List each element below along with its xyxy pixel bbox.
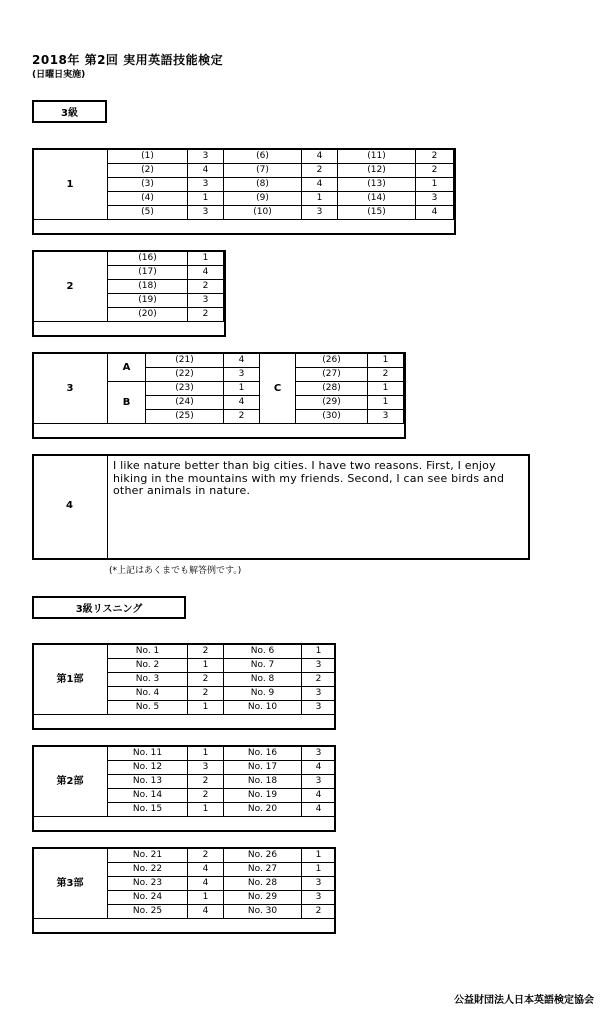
question-number: No. 19 [224, 789, 302, 803]
question-number: (9) [224, 192, 302, 206]
question-number: No. 11 [108, 747, 188, 761]
q1-section-number: 1 [33, 150, 108, 220]
answer-value: 4 [188, 877, 224, 891]
answer-value: 2 [224, 410, 260, 424]
question-number: No. 27 [224, 863, 302, 877]
q3-section-number: 3 [33, 354, 108, 424]
answer-value: 4 [188, 905, 224, 919]
question-number: No. 1 [108, 645, 188, 659]
answer-value: 1 [368, 396, 404, 410]
q4-section-number: 4 [66, 500, 73, 511]
answer-value: 2 [302, 164, 338, 178]
q2-table [32, 251, 224, 322]
question-number: (12) [338, 164, 416, 178]
question-number: No. 24 [108, 891, 188, 905]
answer-value: 1 [188, 747, 224, 761]
question-number: (29) [296, 396, 368, 410]
question-number: (20) [108, 308, 188, 322]
q2-row [33, 252, 224, 266]
question-number: (10) [224, 206, 302, 220]
answer-value: 3 [416, 192, 454, 206]
question-number: No. 26 [224, 849, 302, 863]
listening-row [33, 849, 336, 863]
answer-value: 3 [302, 701, 336, 715]
answer-value: 2 [416, 164, 454, 178]
question-number: (13) [338, 178, 416, 192]
listening-part1-table [32, 644, 336, 715]
answer-value: 3 [302, 747, 336, 761]
answer-value: 3 [302, 687, 336, 701]
q3-group-c: C [260, 354, 296, 424]
question-number: (11) [338, 150, 416, 164]
answer-value: 4 [188, 266, 224, 280]
answer-value: 1 [224, 382, 260, 396]
question-number: (15) [338, 206, 416, 220]
question-number: No. 6 [224, 645, 302, 659]
q1-table [32, 149, 454, 220]
listening-part-label: 第2部 [33, 747, 108, 817]
answer-value: 3 [188, 150, 224, 164]
question-number: (25) [146, 410, 224, 424]
answer-value: 2 [188, 687, 224, 701]
answer-value: 4 [302, 150, 338, 164]
question-number: (6) [224, 150, 302, 164]
q3-group-a: A [108, 354, 146, 382]
answer-value: 2 [188, 775, 224, 789]
question-number: No. 15 [108, 803, 188, 817]
question-number: (14) [338, 192, 416, 206]
answer-value: 1 [368, 382, 404, 396]
question-number: (23) [146, 382, 224, 396]
answer-value: 2 [302, 673, 336, 687]
q1-row [33, 150, 454, 164]
question-number: (8) [224, 178, 302, 192]
question-number: No. 8 [224, 673, 302, 687]
page-title: 2018年 第2回 実用英語技能検定 [32, 53, 224, 67]
answer-value: 2 [188, 308, 224, 322]
answer-value: 3 [302, 891, 336, 905]
question-number: No. 4 [108, 687, 188, 701]
q4-essay-answer: I like nature better than big cities. I have two reasons. First, I enjoy hiking in the mountains with my friends. Second, I can see birds and other animals in nature. [113, 459, 505, 497]
answer-value: 4 [416, 206, 454, 220]
question-number: (17) [108, 266, 188, 280]
answer-value: 1 [188, 891, 224, 905]
question-number: No. 21 [108, 849, 188, 863]
q4-note: (*上記はあくまでも解答例です。) [109, 566, 242, 576]
answer-value: 3 [302, 206, 338, 220]
question-number: (30) [296, 410, 368, 424]
q4-divider [107, 456, 108, 558]
question-number: (28) [296, 382, 368, 396]
question-number: (18) [108, 280, 188, 294]
answer-value: 2 [302, 905, 336, 919]
answer-value: 1 [416, 178, 454, 192]
q3-table [32, 353, 404, 424]
question-number: No. 7 [224, 659, 302, 673]
question-number: No. 13 [108, 775, 188, 789]
question-number: (5) [108, 206, 188, 220]
answer-value: 3 [224, 368, 260, 382]
question-number: No. 29 [224, 891, 302, 905]
question-number: No. 16 [224, 747, 302, 761]
answer-value: 3 [188, 206, 224, 220]
question-number: (19) [108, 294, 188, 308]
answer-value: 2 [188, 849, 224, 863]
answer-value: 4 [188, 164, 224, 178]
answer-value: 4 [302, 761, 336, 775]
question-number: (22) [146, 368, 224, 382]
question-number: No. 10 [224, 701, 302, 715]
question-number: No. 12 [108, 761, 188, 775]
question-number: (2) [108, 164, 188, 178]
answer-value: 3 [302, 775, 336, 789]
question-number: (7) [224, 164, 302, 178]
question-number: (1) [108, 150, 188, 164]
answer-value: 3 [368, 410, 404, 424]
listening-part-label: 第1部 [33, 645, 108, 715]
question-number: No. 22 [108, 863, 188, 877]
question-number: No. 23 [108, 877, 188, 891]
listening-row [33, 747, 336, 761]
answer-value: 3 [302, 877, 336, 891]
answer-value: 1 [368, 354, 404, 368]
listening-section-label: 3級リスニング [32, 596, 186, 619]
question-number: No. 17 [224, 761, 302, 775]
question-number: (27) [296, 368, 368, 382]
answer-value: 2 [416, 150, 454, 164]
question-number: No. 5 [108, 701, 188, 715]
question-number: No. 9 [224, 687, 302, 701]
answer-value: 2 [188, 673, 224, 687]
question-number: (26) [296, 354, 368, 368]
answer-value: 4 [302, 789, 336, 803]
answer-value: 3 [188, 761, 224, 775]
listening-part3-table [32, 848, 336, 919]
answer-value: 1 [188, 701, 224, 715]
answer-value: 2 [368, 368, 404, 382]
question-number: (24) [146, 396, 224, 410]
question-number: No. 25 [108, 905, 188, 919]
question-number: No. 3 [108, 673, 188, 687]
answer-value: 3 [188, 178, 224, 192]
answer-value: 4 [224, 396, 260, 410]
question-number: (3) [108, 178, 188, 192]
answer-value: 4 [302, 803, 336, 817]
answer-value: 1 [302, 863, 336, 877]
question-number: (4) [108, 192, 188, 206]
answer-value: 1 [302, 645, 336, 659]
answer-value: 1 [302, 849, 336, 863]
answer-value: 1 [188, 659, 224, 673]
question-number: No. 30 [224, 905, 302, 919]
listening-row [33, 645, 336, 659]
listening-part2-table [32, 746, 336, 817]
publisher-footer: 公益財団法人日本英語検定協会 [454, 995, 594, 1006]
question-number: (21) [146, 354, 224, 368]
q2-section-number: 2 [33, 252, 108, 322]
written-section-label: 3級 [32, 100, 107, 123]
question-number: No. 14 [108, 789, 188, 803]
answer-value: 1 [302, 192, 338, 206]
listening-part-label: 第3部 [33, 849, 108, 919]
question-number: No. 28 [224, 877, 302, 891]
answer-value: 1 [188, 803, 224, 817]
answer-value: 4 [188, 863, 224, 877]
answer-value: 3 [302, 659, 336, 673]
answer-value: 2 [188, 645, 224, 659]
answer-value: 3 [188, 294, 224, 308]
answer-value: 4 [224, 354, 260, 368]
answer-value: 1 [188, 252, 224, 266]
answer-value: 2 [188, 789, 224, 803]
question-number: No. 18 [224, 775, 302, 789]
question-number: (16) [108, 252, 188, 266]
answer-value: 1 [188, 192, 224, 206]
question-number: No. 2 [108, 659, 188, 673]
page-subtitle: (日曜日実施) [32, 70, 86, 80]
answer-value: 4 [302, 178, 338, 192]
question-number: No. 20 [224, 803, 302, 817]
q3-group-b: B [108, 382, 146, 424]
answer-value: 2 [188, 280, 224, 294]
q3-row [33, 354, 404, 368]
